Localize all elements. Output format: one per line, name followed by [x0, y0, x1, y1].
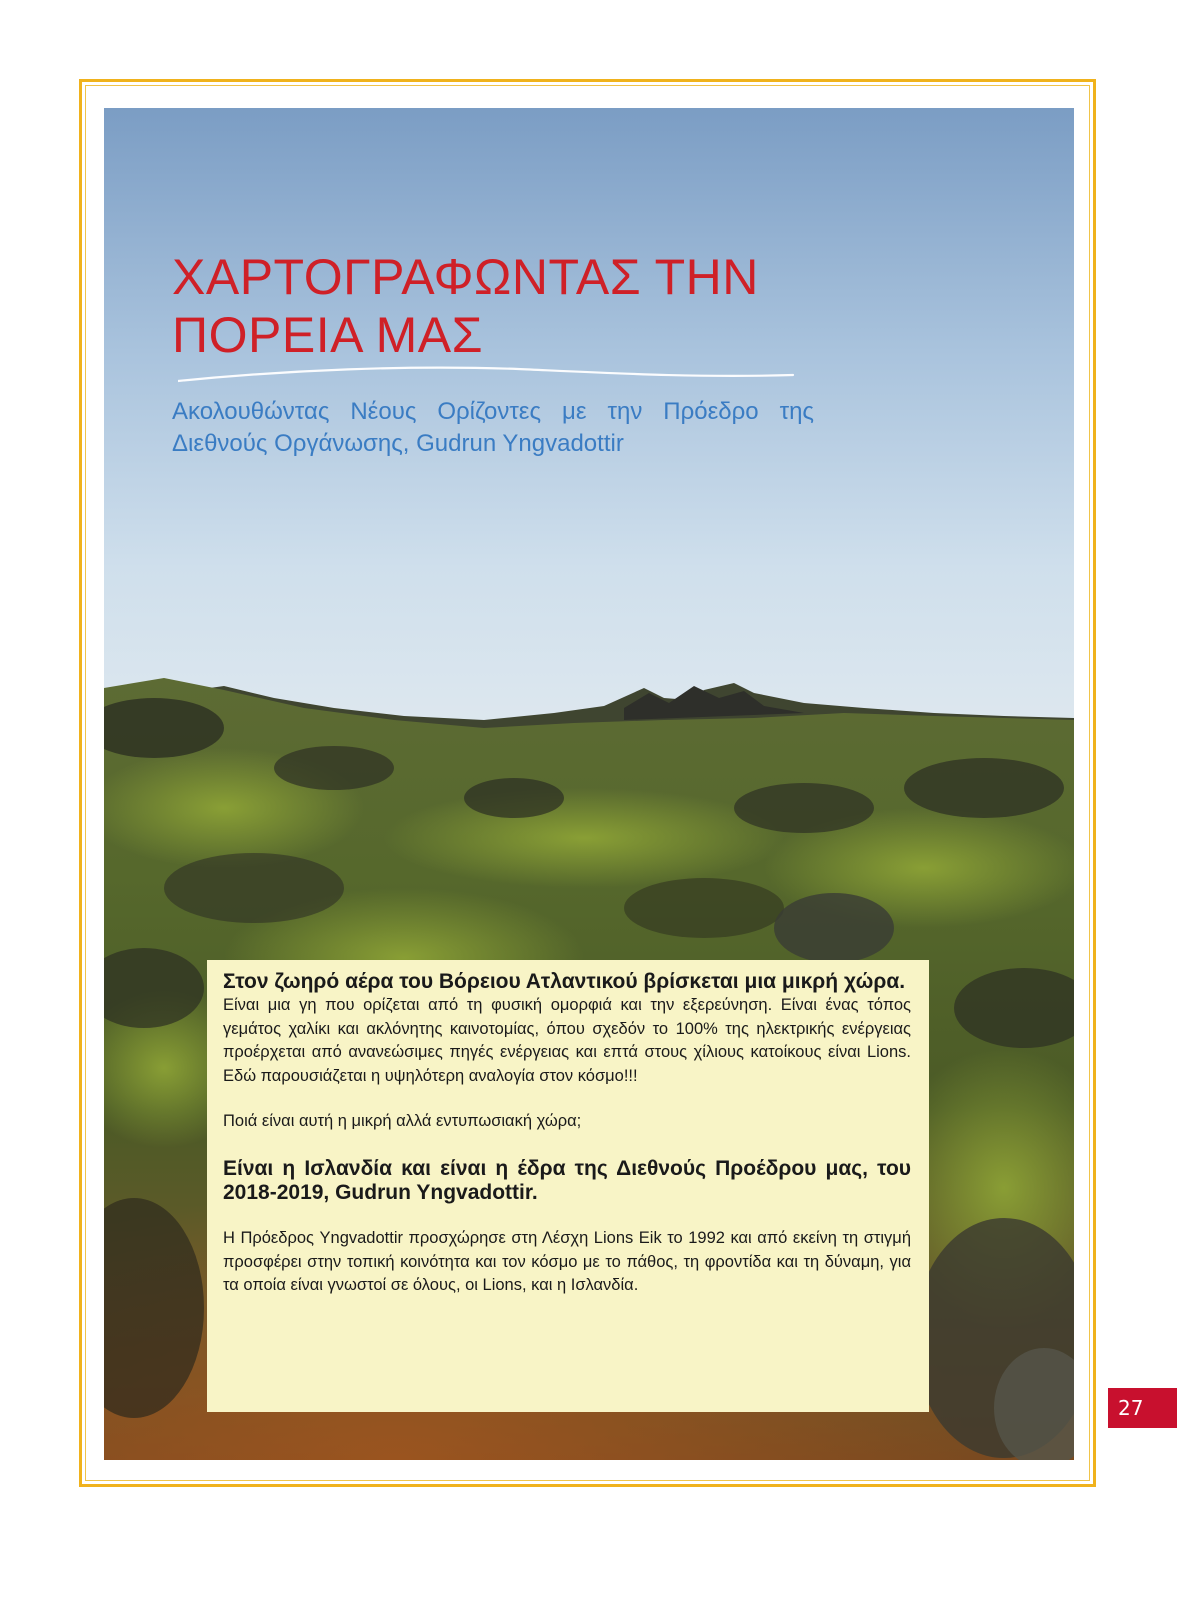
question-line: Ποιά είναι αυτή η μικρή αλλά εντυπωσιακή χώρα;: [223, 1112, 582, 1130]
article-title: [172, 248, 759, 364]
answer-paragraph: Είναι η Ισλανδία και είναι η έδρα της Διεθνούς Προέδρου μας, του 2018-2019, Gudrun Yngvadottir.: [223, 1157, 911, 1204]
intro-text-box: [207, 960, 929, 1412]
title-line-2: ΠΟΡΕΙΑ ΜΑΣ: [172, 307, 483, 363]
intro-paragraph: Είναι μια γη που ορίζεται από τη φυσική ομορφιά και την εξερεύνηση. Είναι ένας τόπος γεμάτος χαλίκι και ακλόνητης καινοτομίας, όπου σχεδόν το 100% της ηλεκτρικής ενέργειας προέρχεται από ανανεώσιμες πηγές ενέργειας και επτά στους χίλιους κατοίκους είναι Lions. Εδώ παρουσιάζεται η υψηλότερη αναλογία στον κόσμο!!!: [223, 996, 911, 1085]
article-subtitle: Ακολουθώντας Νέους Ορίζοντες με την Πρόεδρο της Διεθνούς Οργάνωσης, Gudrun Yngvadottir: [172, 398, 814, 457]
title-line-1: ΧΑΡΤΟΓΡΑΦΩΝΤΑΣ ΤΗΝ: [172, 249, 759, 305]
lead-paragraph: Στον ζωηρό αέρα του Βόρειου Ατλαντικού βρίσκεται μια μικρή χώρα.: [223, 970, 906, 993]
biography-paragraph: Η Πρόεδρος Yngvadottir προσχώρησε στη Λέσχη Lions Eik το 1992 και από εκείνη τη στιγμή προσφέρει στην τοπική κοινότητα και τον κόσμο με το πάθος, τη φροντίδα και τη δύναμη, για τα οποία είναι γνωστοί σε όλους, οι Lions, και η Ισλανδία.: [223, 1229, 911, 1294]
decorative-swoosh: [178, 364, 798, 386]
page-number-badge: 27: [1108, 1388, 1177, 1428]
